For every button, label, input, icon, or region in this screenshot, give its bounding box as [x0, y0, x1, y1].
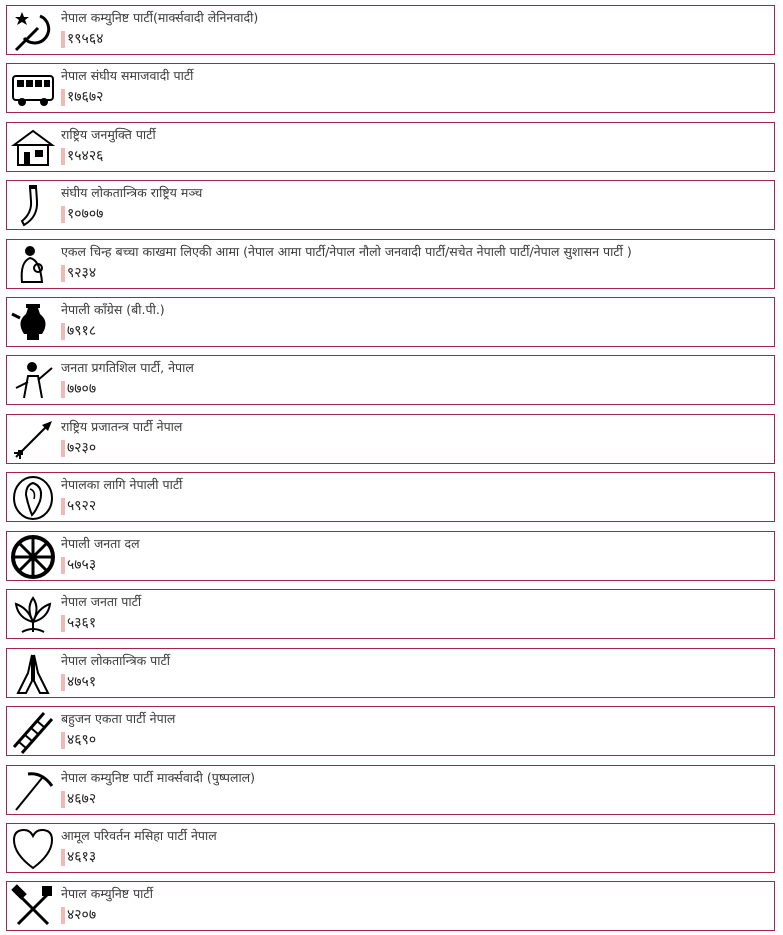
party-votes: ७७०७	[61, 380, 96, 398]
party-votes: १५४२६	[61, 147, 103, 165]
party-name: संघीय लोकतान्त्रिक राष्ट्रिय मञ्च	[61, 185, 203, 200]
house-icon	[10, 125, 56, 171]
party-votes: १७६७२	[61, 88, 103, 106]
conch-icon	[10, 475, 56, 521]
party-row	[6, 414, 775, 464]
heart-icon	[10, 826, 56, 872]
party-votes: १९५६४	[61, 30, 103, 48]
party-votes: ५९२२	[61, 497, 96, 515]
party-row	[6, 589, 775, 639]
party-votes: ४२०७	[61, 906, 96, 924]
water-pot-icon	[10, 300, 56, 346]
party-row	[6, 5, 775, 55]
party-name: नेपालका लागि नेपाली पार्टी	[61, 477, 183, 492]
pickaxe-icon	[10, 768, 56, 814]
party-row	[6, 297, 775, 347]
party-name: राष्ट्रिय प्रजातन्त्र पार्टी नेपाल	[61, 419, 183, 434]
party-name: जनता प्रगतिशिल पार्टी, नेपाल	[61, 360, 194, 375]
wheel-icon	[10, 534, 56, 580]
mother-child-icon	[10, 242, 56, 288]
party-votes: ९२३४	[61, 264, 96, 282]
party-name: नेपाल कम्युनिष्ट पार्टी	[61, 886, 153, 901]
lotus-icon	[10, 592, 56, 638]
party-name: नेपाल लोकतान्त्रिक पार्टी	[61, 653, 171, 668]
hammer-sickle-star-icon	[10, 8, 56, 54]
party-name: नेपाल कम्युनिष्ट पार्टी मार्क्सवादी (पुष्पलाल)	[61, 770, 256, 785]
party-votes: ४६९०	[61, 731, 96, 749]
party-name: नेपाल जनता पार्टी	[61, 594, 142, 609]
ladder-icon	[10, 709, 56, 755]
party-votes: ७२३०	[61, 439, 96, 457]
party-name: नेपाल कम्युनिष्ट पार्टी(मार्क्सवादी लेनिनवादी)	[61, 10, 259, 25]
bus-icon	[10, 66, 56, 112]
party-row	[6, 881, 775, 931]
party-row	[6, 355, 775, 405]
party-votes: ५७५३	[61, 556, 96, 574]
farmer-icon	[10, 358, 56, 404]
party-row	[6, 63, 775, 113]
party-row	[6, 239, 775, 289]
party-row	[6, 823, 775, 873]
party-name: बहुजन एकता पार्टी नेपाल	[61, 711, 176, 726]
party-name: नेपाली जनता दल	[61, 536, 140, 551]
party-row	[6, 765, 775, 815]
party-votes: ४७५१	[61, 673, 96, 691]
party-row	[6, 122, 775, 172]
party-votes: ४६१३	[61, 848, 96, 866]
arrow-icon	[10, 417, 56, 463]
party-name: एकल चिन्ह बच्चा काखमा लिएकी आमा (नेपाल आमा पार्टी/नेपाल नौलो जनवादी पार्टी/सचेत नेपाली पार्टी/नेपाल सुशासन पार्टी )	[61, 244, 632, 259]
party-row	[6, 648, 775, 698]
hammer-tool-icon	[10, 884, 56, 930]
party-row	[6, 180, 775, 230]
party-votes: ४६७२	[61, 790, 96, 808]
horn-icon	[10, 183, 56, 229]
party-votes: ५३६१	[61, 614, 96, 632]
party-name: आमूल परिवर्तन मसिहा पार्टी नेपाल	[61, 828, 217, 843]
namaste-hands-icon	[10, 651, 56, 697]
party-row	[6, 472, 775, 522]
party-name: नेपाल संघीय समाजवादी पार्टी	[61, 68, 194, 83]
party-name: नेपाली काँग्रेस (बी.पी.)	[61, 302, 165, 317]
party-votes: ७९१८	[61, 322, 96, 340]
party-row	[6, 706, 775, 756]
party-row	[6, 531, 775, 581]
party-name: राष्ट्रिय जनमुक्ति पार्टी	[61, 127, 156, 142]
party-votes: १०७०७	[61, 205, 103, 223]
